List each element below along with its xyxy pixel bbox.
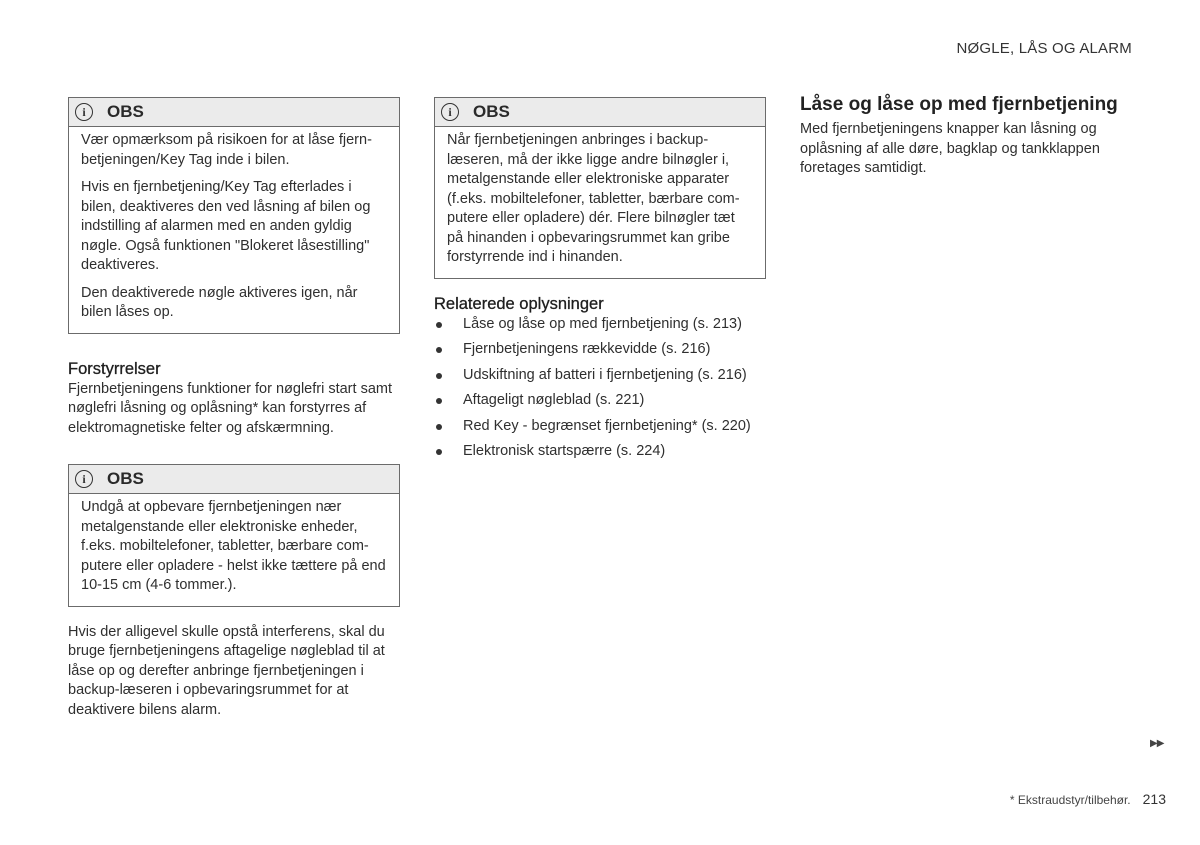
bullet-icon xyxy=(436,322,442,328)
info-circle-icon: i xyxy=(441,103,459,121)
related-info-heading: Relaterede oplysninger xyxy=(434,294,604,313)
column-middle xyxy=(434,97,766,468)
related-link[interactable]: Red Key - begrænset fjernbetjening* (s. 220) xyxy=(434,417,766,437)
obs-paragraph: Vær opmærksom på risikoen for at låse fjern-betjeningen/Key Tag inde i bilen. xyxy=(81,132,372,168)
obs-header xyxy=(435,98,765,127)
closing-paragraph: Hvis der alligevel skulle opstå interferens, skal du bruge fjernbetjeningens aftagelige nøgleblad til at låse op og derefter anbringe fjernbetjeningen i backup-læseren i opbevaringsrummet for at deaktivere bilens alarm. xyxy=(68,623,385,718)
related-info-list xyxy=(434,315,766,462)
obs-note-backup-reader xyxy=(434,97,766,279)
obs-paragraph: Den deaktiverede nøgle aktiveres igen, når bilen låses op. xyxy=(81,284,358,320)
info-circle-icon: i xyxy=(75,470,93,488)
page-number: 213 xyxy=(1142,791,1166,807)
topic-title: Låse og låse op med fjernbetjening xyxy=(800,94,1118,115)
obs-paragraph: Undgå at opbevare fjernbetjeningen nær metalgenstande eller elektroniske enheder, f.eks. mobiltelefoner, tabletter, bærbare com-putere eller opladere - helst ikke tættere på end 10-15 cm (4-6 tommer.). xyxy=(81,499,386,593)
column-right xyxy=(800,94,1132,179)
topic-text: Med fjernbetjeningens knapper kan låsning og oplåsning af alle døre, bagklap og tankklappen foretages samtidigt. xyxy=(800,121,1100,176)
footnote: * Ekstraudstyr/tilbehør. xyxy=(1009,793,1131,807)
obs-title: OBS xyxy=(107,102,144,121)
interference-text: Fjernbetjeningens funktioner for nøglefri start samt nøglefri låsning og oplåsning* kan forstyrres af elektromagnetiske felter og afskærmning. xyxy=(68,380,392,436)
related-link[interactable]: Elektronisk startspærre (s. 224) xyxy=(434,442,766,462)
continue-arrow-icon: ▶▶ xyxy=(1150,738,1164,749)
obs-body xyxy=(69,494,399,606)
bullet-icon xyxy=(436,398,442,404)
obs-title: OBS xyxy=(107,469,144,488)
related-link[interactable]: Låse og låse op med fjernbetjening (s. 213) xyxy=(434,315,766,335)
bullet-icon xyxy=(436,347,442,353)
bullet-icon xyxy=(436,449,442,455)
obs-title: OBS xyxy=(473,102,510,121)
obs-body xyxy=(69,127,399,333)
obs-header xyxy=(69,98,399,127)
obs-body xyxy=(435,127,765,278)
obs-paragraph: Når fjernbetjeningen anbringes i backup-læseren, må der ikke ligge andre bilnøgler i, metalgenstande eller elektroniske apparater (f.eks. mobiltelefoner, tabletter, bærbare com-putere eller opladere) dér. Flere bilnøgler tæt på hinanden i opbevaringsrummet kan gribe forstyrrende ind i hinanden. xyxy=(447,132,740,265)
obs-note-keytag xyxy=(68,97,400,334)
bullet-icon xyxy=(436,424,442,430)
obs-note-storage xyxy=(68,464,400,607)
obs-header xyxy=(69,465,399,494)
related-link[interactable]: Aftageligt nøgleblad (s. 221) xyxy=(434,391,766,411)
related-link[interactable]: Fjernbetjeningens rækkevidde (s. 216) xyxy=(434,340,766,360)
page-footer xyxy=(1010,791,1166,807)
section-header: NØGLE, LÅS OG ALARM xyxy=(956,40,1132,57)
bullet-icon xyxy=(436,373,442,379)
column-left xyxy=(68,97,400,720)
info-circle-icon: i xyxy=(75,103,93,121)
related-link[interactable]: Udskiftning af batteri i fjernbetjening (s. 216) xyxy=(434,366,766,386)
section-heading-interference: Forstyrrelser xyxy=(68,359,161,378)
obs-paragraph: Hvis en fjernbetjening/Key Tag efterlades i bilen, deaktiveres den ved låsning af bilen og indstilling af alarmen med en anden gyldig nøgle. Også funktionen "Blokeret låsestilling" deaktiveres. xyxy=(81,179,371,273)
